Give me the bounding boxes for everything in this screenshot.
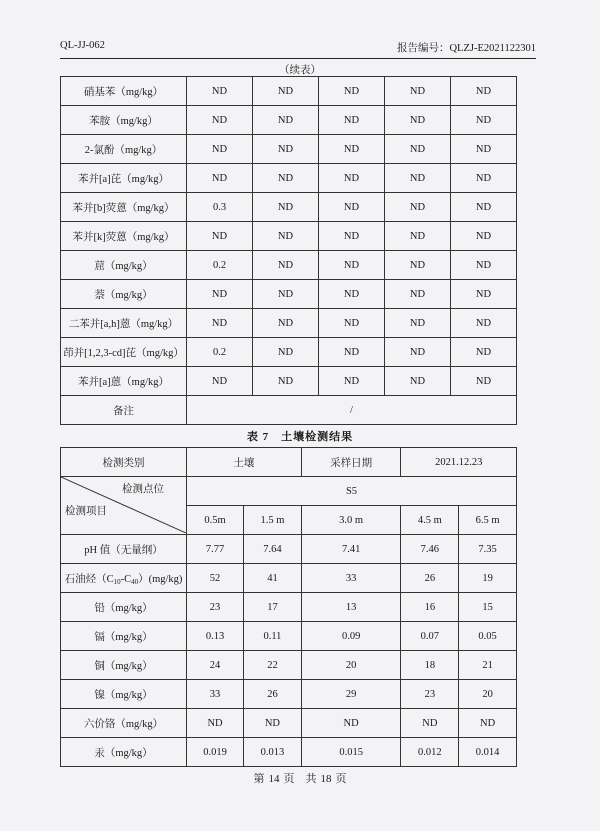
cell-value: 0.014 bbox=[459, 738, 517, 767]
cell-value: ND bbox=[253, 164, 319, 193]
cell-value: 13 bbox=[301, 593, 401, 622]
cell-value: ND bbox=[385, 251, 451, 280]
sample-date-label: 采样日期 bbox=[301, 448, 401, 477]
cell-value: ND bbox=[187, 135, 253, 164]
page-number: 14 bbox=[268, 773, 280, 785]
cell-value: ND bbox=[451, 367, 517, 396]
cell-value: 18 bbox=[401, 651, 459, 680]
row-label: 苯并[k]荧蒽（mg/kg） bbox=[61, 222, 187, 251]
cell-value: 24 bbox=[187, 651, 244, 680]
cell-value: 20 bbox=[459, 680, 517, 709]
organic-results-table bbox=[60, 76, 517, 425]
cell-value: ND bbox=[319, 222, 385, 251]
cell-value: 0.2 bbox=[187, 338, 253, 367]
point-value: S5 bbox=[187, 477, 517, 506]
cell-value: 33 bbox=[187, 680, 244, 709]
cell-value: 7.64 bbox=[244, 535, 302, 564]
point-label: 检测点位 bbox=[122, 484, 164, 495]
report-header bbox=[60, 40, 536, 59]
cell-value: 0.013 bbox=[244, 738, 302, 767]
cell-value: 0.13 bbox=[187, 622, 244, 651]
table-row bbox=[61, 564, 517, 593]
cell-value: 20 bbox=[301, 651, 401, 680]
total-pages: 18 bbox=[320, 773, 332, 785]
row-label: 苯并[a]蒽（mg/kg） bbox=[61, 367, 187, 396]
table-row bbox=[61, 222, 517, 251]
point-row bbox=[61, 477, 517, 506]
cell-value: ND bbox=[451, 106, 517, 135]
row-label: 铅（mg/kg） bbox=[61, 593, 187, 622]
cell-value: ND bbox=[319, 193, 385, 222]
cell-value: ND bbox=[319, 77, 385, 106]
cell-value: ND bbox=[451, 280, 517, 309]
row-label: 苯胺（mg/kg） bbox=[61, 106, 187, 135]
cell-value: ND bbox=[187, 222, 253, 251]
cell-value: 0.11 bbox=[244, 622, 302, 651]
cell-value: 23 bbox=[401, 680, 459, 709]
cell-value: 0.2 bbox=[187, 251, 253, 280]
cell-value: 7.46 bbox=[401, 535, 459, 564]
depth-header: 1.5 m bbox=[244, 506, 302, 535]
cell-value: ND bbox=[319, 338, 385, 367]
continued-label: （续表） bbox=[279, 65, 321, 76]
cell-value: ND bbox=[385, 367, 451, 396]
cell-value: 26 bbox=[244, 680, 302, 709]
depth-header: 4.5 m bbox=[401, 506, 459, 535]
cell-value: ND bbox=[385, 106, 451, 135]
category-value: 土壤 bbox=[187, 448, 302, 477]
cell-value: ND bbox=[253, 280, 319, 309]
table-row bbox=[61, 535, 517, 564]
cell-value: ND bbox=[319, 251, 385, 280]
depth-header: 3.0 m bbox=[301, 506, 401, 535]
cell-value: ND bbox=[385, 193, 451, 222]
report-number: 报告编号：QLZJ-E2021122301 bbox=[396, 43, 536, 54]
cell-value: ND bbox=[319, 309, 385, 338]
item-label: 检测项目 bbox=[65, 506, 107, 517]
row-label: 镉（mg/kg） bbox=[61, 622, 187, 651]
cell-value: ND bbox=[319, 135, 385, 164]
cell-value: ND bbox=[319, 280, 385, 309]
cell-value: ND bbox=[301, 709, 401, 738]
cell-value: ND bbox=[385, 309, 451, 338]
row-label: 镍（mg/kg） bbox=[61, 680, 187, 709]
cell-value: ND bbox=[253, 309, 319, 338]
table-row bbox=[61, 135, 517, 164]
cell-value: ND bbox=[187, 164, 253, 193]
cell-value: ND bbox=[319, 367, 385, 396]
label-part: 石油烃（C bbox=[64, 573, 114, 585]
row-label: 六价铬（mg/kg） bbox=[61, 709, 187, 738]
row-label: 铜（mg/kg） bbox=[61, 651, 187, 680]
diagonal-header-cell bbox=[61, 477, 187, 535]
table-row bbox=[61, 367, 517, 396]
cell-value: ND bbox=[451, 77, 517, 106]
cell-value: 0.019 bbox=[187, 738, 244, 767]
depth-header: 0.5m bbox=[187, 506, 244, 535]
cell-value: ND bbox=[244, 709, 302, 738]
table-row bbox=[61, 106, 517, 135]
cell-value: 0.09 bbox=[301, 622, 401, 651]
cell-value: 15 bbox=[459, 593, 517, 622]
row-label: 2-氯酚（mg/kg） bbox=[61, 135, 187, 164]
cell-value: ND bbox=[451, 338, 517, 367]
table-row bbox=[61, 709, 517, 738]
cell-value: 16 bbox=[401, 593, 459, 622]
cell-value: ND bbox=[253, 77, 319, 106]
row-label: 䓛（mg/kg） bbox=[61, 251, 187, 280]
category-row bbox=[61, 448, 517, 477]
cell-value: ND bbox=[401, 709, 459, 738]
cell-value: ND bbox=[253, 251, 319, 280]
row-label: 二苯并[a,h]蒽（mg/kg） bbox=[61, 309, 187, 338]
remarks-label: 备注 bbox=[61, 396, 187, 425]
page-footer bbox=[0, 770, 600, 786]
cell-value: 7.35 bbox=[459, 535, 517, 564]
cell-value: ND bbox=[187, 367, 253, 396]
table-row bbox=[61, 251, 517, 280]
table-row bbox=[61, 651, 517, 680]
cell-value: 17 bbox=[244, 593, 302, 622]
cell-value: 21 bbox=[459, 651, 517, 680]
cell-value: ND bbox=[187, 709, 244, 738]
row-label bbox=[61, 564, 187, 593]
doc-code: QL-JJ-062 bbox=[60, 40, 105, 51]
cell-value: ND bbox=[253, 106, 319, 135]
sample-date-value: 2021.12.23 bbox=[401, 448, 517, 477]
subscript: 40 bbox=[131, 577, 139, 586]
row-label: 苯并[b]荧蒽（mg/kg） bbox=[61, 193, 187, 222]
footer-text: 页 共 bbox=[283, 773, 317, 785]
cell-value: ND bbox=[451, 193, 517, 222]
row-label: 茚并[1,2,3-cd]芘（mg/kg） bbox=[61, 338, 187, 367]
cell-value: ND bbox=[253, 135, 319, 164]
remarks-value: / bbox=[187, 396, 517, 425]
cell-value: ND bbox=[187, 309, 253, 338]
cell-value: ND bbox=[253, 338, 319, 367]
table-row bbox=[61, 77, 517, 106]
cell-value: 22 bbox=[244, 651, 302, 680]
depth-header: 6.5 m bbox=[459, 506, 517, 535]
cell-value: 0.015 bbox=[301, 738, 401, 767]
table-row bbox=[61, 680, 517, 709]
table-row bbox=[61, 738, 517, 767]
row-label: 萘（mg/kg） bbox=[61, 280, 187, 309]
cell-value: ND bbox=[187, 280, 253, 309]
footer-text: 页 bbox=[335, 773, 347, 785]
cell-value: 19 bbox=[459, 564, 517, 593]
subscript: 10 bbox=[113, 577, 121, 586]
cell-value: ND bbox=[319, 164, 385, 193]
cell-value: ND bbox=[385, 222, 451, 251]
cell-value: 7.41 bbox=[301, 535, 401, 564]
table-row bbox=[61, 338, 517, 367]
cell-value: ND bbox=[187, 106, 253, 135]
cell-value: ND bbox=[385, 338, 451, 367]
cell-value: 7.77 bbox=[187, 535, 244, 564]
remarks-row bbox=[61, 396, 517, 425]
label-part: ）(mg/kg) bbox=[138, 573, 183, 585]
footer-text: 第 bbox=[253, 773, 265, 785]
cell-value: 52 bbox=[187, 564, 244, 593]
cell-value: ND bbox=[319, 106, 385, 135]
cell-value: 0.05 bbox=[459, 622, 517, 651]
cell-value: ND bbox=[451, 309, 517, 338]
cell-value: ND bbox=[187, 77, 253, 106]
cell-value: ND bbox=[253, 193, 319, 222]
cell-value: ND bbox=[385, 280, 451, 309]
row-label: 汞（mg/kg） bbox=[61, 738, 187, 767]
cell-value: 0.3 bbox=[187, 193, 253, 222]
cell-value: 41 bbox=[244, 564, 302, 593]
category-label: 检测类别 bbox=[61, 448, 187, 477]
cell-value: ND bbox=[451, 251, 517, 280]
cell-value: ND bbox=[451, 164, 517, 193]
row-label: 硝基苯（mg/kg） bbox=[61, 77, 187, 106]
cell-value: 23 bbox=[187, 593, 244, 622]
cell-value: 0.012 bbox=[401, 738, 459, 767]
cell-value: 29 bbox=[301, 680, 401, 709]
cell-value: ND bbox=[385, 164, 451, 193]
row-label: 苯并[a]芘（mg/kg） bbox=[61, 164, 187, 193]
label-part: -C bbox=[120, 573, 132, 585]
table-row bbox=[61, 309, 517, 338]
table-row bbox=[61, 622, 517, 651]
cell-value: ND bbox=[385, 135, 451, 164]
table-row bbox=[61, 280, 517, 309]
cell-value: 0.07 bbox=[401, 622, 459, 651]
cell-value: ND bbox=[459, 709, 517, 738]
cell-value: ND bbox=[451, 222, 517, 251]
table-row bbox=[61, 593, 517, 622]
cell-value: 26 bbox=[401, 564, 459, 593]
table-row bbox=[61, 164, 517, 193]
table-row bbox=[61, 193, 517, 222]
cell-value: ND bbox=[253, 222, 319, 251]
row-label: pH 值（无量纲） bbox=[61, 535, 187, 564]
cell-value: ND bbox=[385, 77, 451, 106]
cell-value: ND bbox=[253, 367, 319, 396]
cell-value: 33 bbox=[301, 564, 401, 593]
table-caption: 表 7 土壤检测结果 bbox=[246, 431, 354, 443]
soil-results-table bbox=[60, 447, 517, 767]
cell-value: ND bbox=[451, 135, 517, 164]
